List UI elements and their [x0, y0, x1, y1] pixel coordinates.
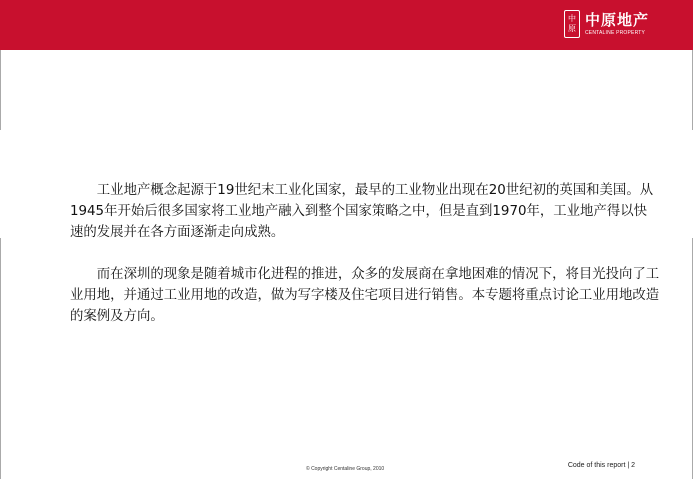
left-border-line-lower — [0, 238, 1, 479]
logo-seal-char-2: 原 — [567, 24, 576, 33]
logo-english-name: CENTALINE PROPERTY — [584, 29, 646, 36]
main-body-text — [70, 180, 660, 327]
centaline-logo — [564, 9, 649, 39]
logo-seal-char-1: 中 — [567, 14, 576, 23]
footer-page-label: Code of this report | 2 — [567, 462, 635, 469]
left-border-line — [0, 50, 1, 130]
paragraph-shenzhen-situation: 而在深圳的现象是随着城市化进程的推进，众多的发展商在拿地困难的情况下，将目光投向了工业用地，并通过工业用地的改造，做为写字楼及住宅项目进行销售。本专题将重点讨论工业用地改造的案例及方向。 — [70, 267, 660, 324]
logo-seal-icon — [564, 10, 580, 38]
copyright-text: © Copyright Centaline Group, 2010 — [306, 466, 385, 472]
logo-text — [585, 12, 649, 37]
paragraph-industrial-property-origin: 工业地产概念起源于19世纪末工业化国家，最早的工业物业出现在20世纪初的英国和美国。从1945年开始后很多国家将工业地产融入到整个国家策略之中，但是直到1970年，工业地产得以快速的发展并在各方面逐渐走向成熟。 — [70, 183, 654, 240]
logo-chinese-name: 中原地产 — [584, 10, 649, 29]
header-bar — [0, 0, 693, 50]
